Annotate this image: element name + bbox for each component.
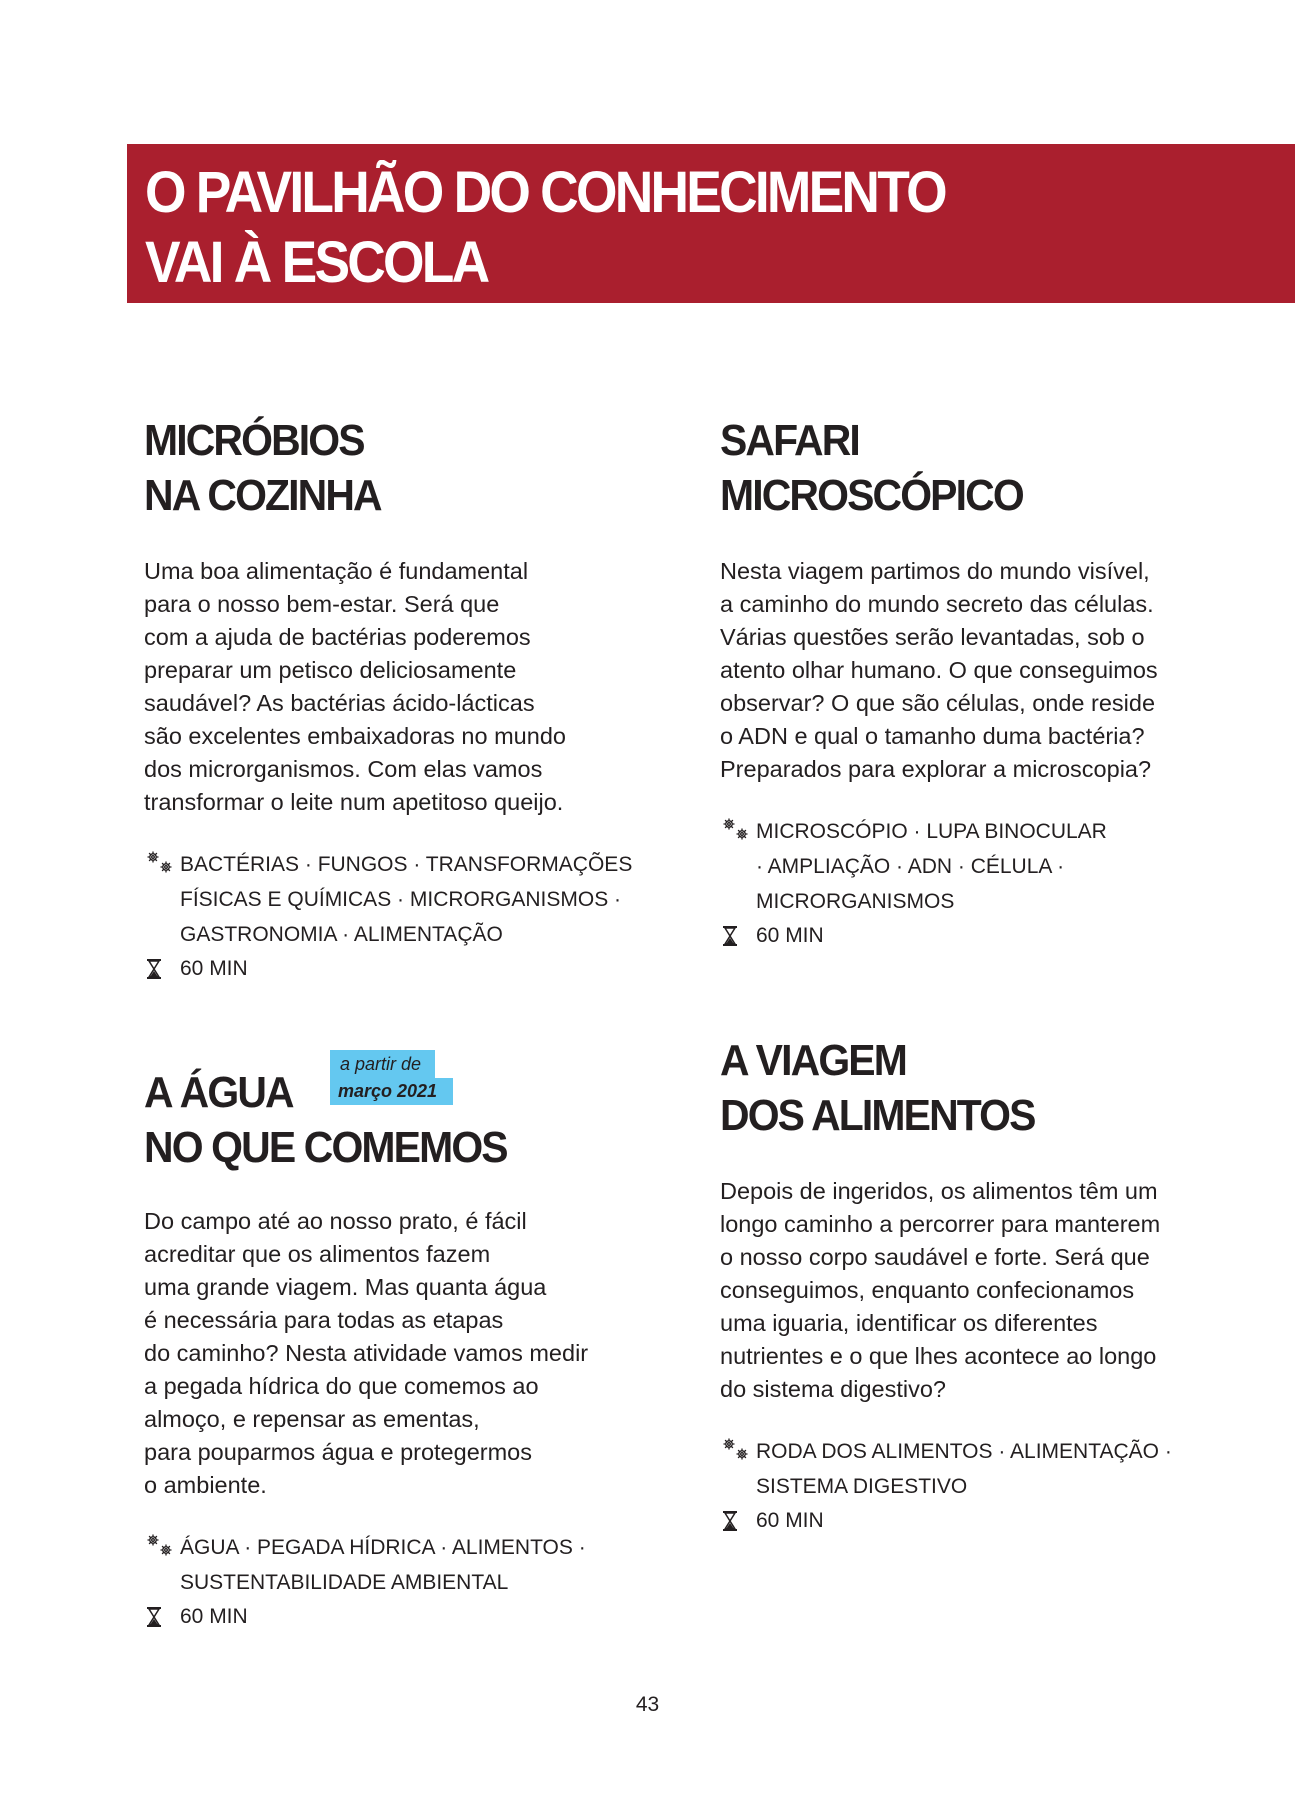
page-title [145,158,945,298]
activity-title-line: MICROSCÓPICO [720,471,1023,520]
activity-tags [144,1530,664,1600]
activity-title-line: MICRÓBIOS [144,416,364,465]
description-line: com a ajuda de bactérias poderemos [144,624,531,650]
duration-label: 60 MIN [180,1605,248,1628]
gears-icon [144,849,178,879]
description-line: transformar o leite num apetitoso queijo. [144,789,564,815]
tag-line: BACTÉRIAS · FUNGOS · TRANSFORMAÇÕES [180,853,633,876]
tag-line: MICROSCÓPIO · LUPA BINOCULAR [756,820,1107,843]
activity-title-line: A ÁGUA [144,1068,293,1117]
tag-line: ÁGUA · PEGADA HÍDRICA · ALIMENTOS · [180,1536,586,1559]
tag-line: SUSTENTABILIDADE AMBIENTAL [180,1571,509,1594]
activity-description [144,555,664,819]
description-line: observar? O que são células, onde reside [720,690,1156,716]
activity-title-line: NA COZINHA [144,471,381,520]
tag-line: · AMPLIAÇÃO · ADN · CÉLULA · [756,855,1065,878]
activity-card-microbios [144,413,664,986]
gears-icon [720,1436,754,1466]
activity-title-line: A VIAGEM [720,1036,906,1085]
description-line: Uma boa alimentação é fundamental [144,558,529,584]
activity-title [144,413,628,523]
activity-duration [144,952,664,986]
activity-duration [144,1600,664,1634]
description-line: para pouparmos água e protegermos [144,1439,532,1465]
description-line: o nosso corpo saudável e forte. Será que [720,1244,1150,1270]
description-line: do caminho? Nesta atividade vamos medir [144,1340,589,1366]
description-line: dos microrganismos. Com elas vamos [144,756,543,782]
page-number: 43 [635,1693,660,1716]
description-line: Depois de ingeridos, os alimentos têm um [720,1178,1158,1204]
description-line: longo caminho a percorrer para manterem [720,1211,1161,1237]
description-line: conseguimos, enquanto confecionamos [720,1277,1135,1303]
description-line: preparar um petisco deliciosamente [144,657,517,683]
description-line: atento olhar humano. O que conseguimos [720,657,1158,683]
page-title-line: O PAVILHÃO DO CONHECIMENTO [145,160,945,225]
activity-duration [720,919,1240,953]
tag-line: FÍSICAS E QUÍMICAS · MICRORGANISMOS · [180,888,622,911]
description-line: a caminho do mundo secreto das células. [720,591,1154,617]
activity-card-agua [144,1065,664,1634]
description-line: o ADN e qual o tamanho duma bactéria? [720,723,1145,749]
description-line: Várias questões serão levantadas, sob o [720,624,1145,650]
badge-line: a partir de [330,1050,435,1078]
activity-title [720,413,1204,523]
description-line: são excelentes embaixadoras no mundo [144,723,566,749]
tag-line: MICRORGANISMOS [756,890,955,913]
activity-card-safari [720,413,1240,953]
description-line: Nesta viagem partimos do mundo visível, [720,558,1150,584]
description-line: a pegada hídrica do que comemos ao [144,1373,539,1399]
description-line: acreditar que os alimentos fazem [144,1241,491,1267]
duration-label: 60 MIN [756,1509,824,1532]
badge-line: março 2021 [330,1078,453,1105]
availability-badge [330,1050,453,1105]
activity-card-viagem-alimentos [720,1033,1240,1538]
description-line: uma iguaria, identificar os diferentes [720,1310,1098,1336]
activity-tags [720,1434,1240,1504]
description-line: para o nosso bem-estar. Será que [144,591,500,617]
activity-tags [144,847,664,952]
tag-line: RODA DOS ALIMENTOS · ALIMENTAÇÃO · [756,1440,1172,1463]
description-line: é necessária para todas as etapas [144,1307,504,1333]
tag-line: SISTEMA DIGESTIVO [756,1475,968,1498]
duration-label: 60 MIN [180,957,248,980]
activity-description [144,1205,664,1502]
description-line: almoço, e repensar as ementas, [144,1406,480,1432]
tag-line: GASTRONOMIA · ALIMENTAÇÃO [180,923,503,946]
hourglass-icon [146,1607,162,1627]
hourglass-icon [722,926,738,946]
description-line: do sistema digestivo? [720,1376,946,1402]
activity-title-line: NO QUE COMEMOS [144,1123,507,1172]
activity-description [720,555,1240,786]
activity-duration [720,1504,1240,1538]
description-line: Preparados para explorar a microscopia? [720,756,1152,782]
page-title-line: VAI À ESCOLA [145,230,488,295]
description-line: saudável? As bactérias ácido-lácticas [144,690,535,716]
description-line: Do campo até ao nosso prato, é fácil [144,1208,527,1234]
activity-title-line: DOS ALIMENTOS [720,1091,1035,1140]
gears-icon [720,816,754,846]
activity-tags [720,814,1240,919]
activity-title [720,1033,1204,1143]
activity-title-line: SAFARI [720,416,859,465]
gears-icon [144,1532,178,1562]
description-line: nutrientes e o que lhes acontece ao longo [720,1343,1157,1369]
hourglass-icon [146,959,162,979]
duration-label: 60 MIN [756,924,824,947]
description-line: uma grande viagem. Mas quanta água [144,1274,547,1300]
header-banner [127,144,1295,303]
hourglass-icon [722,1511,738,1531]
activity-description [720,1175,1240,1406]
description-line: o ambiente. [144,1472,267,1498]
